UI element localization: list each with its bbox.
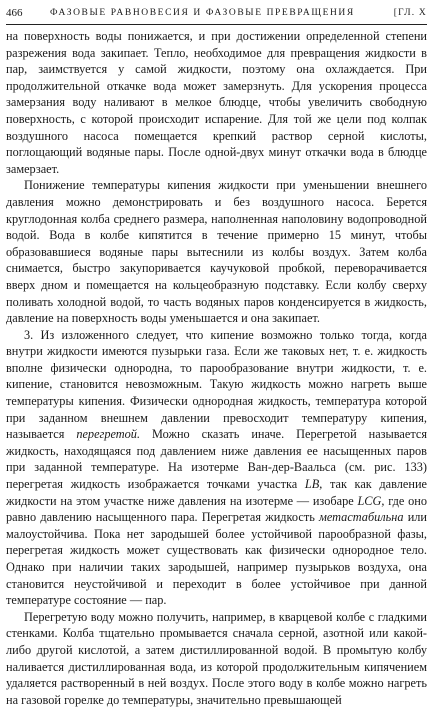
- italic-term: LB,: [304, 477, 323, 492]
- text-run: Понижение температуры кипения жидкости при уменьшении внешнего давления можно демонстрировать и без воздушного насоса. Берется круглодонная колба среднего размера, наполненная наполовину водопроводной водой. Вода в колбе кипятится в течение примерно 15 минут, чтобы образовавшиеся водяные пары вытеснили из колбы воздух. Затем колба снимается, быстро закупоривается каучуковой пробкой, переворачивается вверх дном и помещается на кольцеобразную подставку. Если колбу сверху поливать холодной водой, то часть водяных паров конденсируется в жидкость, давление на поверхность воды уменьшается и она закипает.: [6, 178, 427, 326]
- italic-term: LCG,: [357, 493, 385, 508]
- page-number: 466: [6, 7, 23, 19]
- book-page: [6, 4, 428, 707]
- text-run: на поверхность воды понижается, и при достижении определенной степени разрежения вода закипает. Тепло, необходимое для превращения жидкости в пар, заимствуется у самой жидкости, поэтому она охлаждается. При продолжительной откачке вода может замерзнуть. Для ускорения процесса замерзания воду наливают в мелкое блюдце, чтобы увеличить свободную поверхность, с которой происходит испарение. Для той же цели под колпак воздушного насоса помещается крепкий раствор серной кислоты, поглощающий водяные пары. После одной-двух минут откачки вода в блюдце замерзает.: [6, 29, 427, 176]
- text-run: или малоустойчива. Пока нет зародышей более устойчивой парообразной фазы, перегретая жидкость может существовать как физически однородное тело. Однако при наличии таких зародышей, например пузырьков воздуха, она становится неустойчивой и переходит в более устойчивое при данной температуре состояние — пар.: [6, 510, 427, 608]
- paragraph: [6, 177, 427, 326]
- running-head: [6, 4, 427, 25]
- text-run: Перегретую воду можно получить, например, в кварцевой колбе с гладкими стенками. Колба тщательно промывается сначала серной, азотной или какой-либо другой кислотой, а затем дистиллированной водой. В промытую колбу наливается дистиллированная вода, из которой продолжительным кипячением удаляется растворенный в ней воздух. После этого воду в колбе можно нагреть на газовой горелке до температуры, значительно превышающей: [6, 609, 427, 707]
- text-run: 3. Из изложенного следует, что кипение возможно только тогда, когда внутри жидкости имеются пузырьки газа. Если же таковых нет, т. е. жидкость вполне физически однородна, то парообразование внутри жидкости, т. е. кипение, становится невозможным. Такую жидкость можно нагреть выше температуры кипения. Физически однородная жидкость, температура которой при заданном внешнем давлении превосходит температуру кипения, называется: [6, 327, 427, 442]
- text-run: так как давление жидкости на этом участке ниже давления на изотерме — изобаре: [6, 477, 427, 508]
- paragraph: [6, 28, 427, 177]
- paragraph: [6, 609, 427, 708]
- italic-term: метастабильна: [319, 510, 404, 525]
- text-run: где оно равно давлению насыщенного пара. Перегретая жидкость: [6, 493, 428, 525]
- chapter-reference: [ГЛ. X: [393, 8, 427, 18]
- italic-term: перегретой.: [76, 427, 141, 442]
- paragraph: [6, 327, 427, 609]
- running-title: ФАЗОВЫЕ РАВНОВЕСИЯ И ФАЗОВЫЕ ПРЕВРАЩЕНИЯ: [50, 8, 355, 18]
- body-text: [6, 28, 427, 708]
- text-run: Можно сказать иначе. Перегретой называется жидкость, находящаяся под давлением ниже давления ее насыщенных паров при заданной температуре. На изотерме Ван-дер-Ваальса (см. рис. 133) перегретая жидкость изображается точками участка: [6, 427, 427, 492]
